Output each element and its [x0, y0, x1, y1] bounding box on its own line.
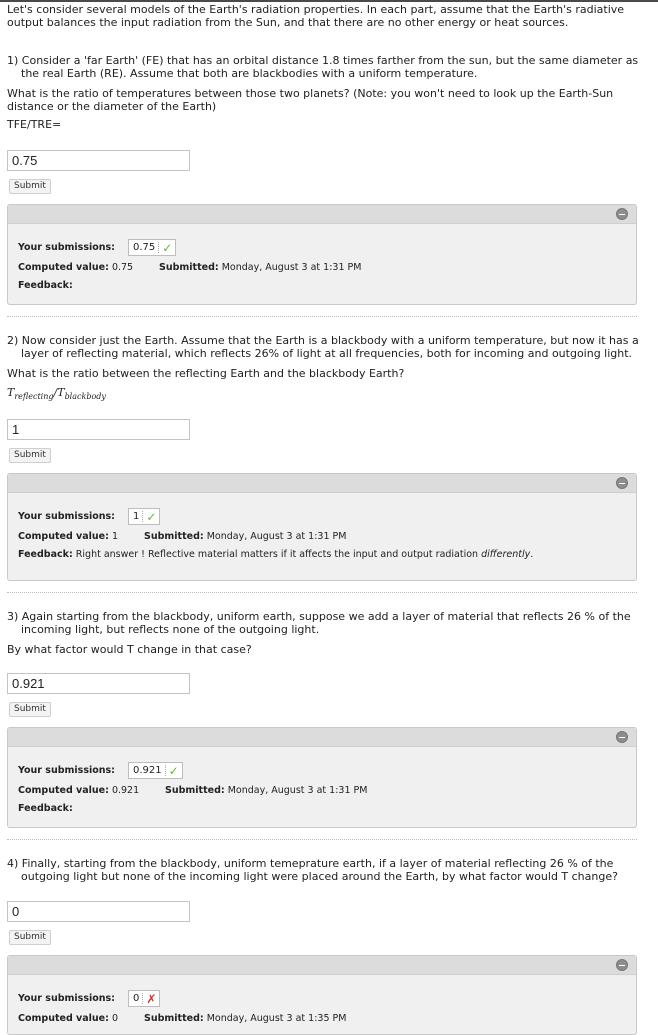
your-submissions-label: Your submissions: [18, 993, 115, 1004]
divider [7, 839, 637, 840]
submission-value: 0 [133, 993, 140, 1004]
your-submissions-row-4 [18, 990, 160, 1007]
your-submissions-row-3 [18, 762, 183, 779]
panel-header-2 [8, 474, 636, 493]
submit-button-1[interactable]: Submit [9, 179, 51, 194]
divider [7, 316, 637, 317]
feedback-label: Feedback: [18, 549, 73, 560]
question-3-ask: By what factor would T change in that case? [7, 643, 252, 656]
submission-panel-4 [7, 955, 637, 1035]
computed-row-1 [18, 262, 133, 273]
submitted-label: Submitted: [165, 785, 225, 796]
question-1-ask: What is the ratio of temperatures between those two planets? (Note: you won't need to look up the Earth-Sun distance or the diameter of the Earth) [7, 87, 614, 113]
intro-text: Let's consider several models of the Earth's radiation properties. In each part, assume that the Earth's radiative output balances the input radiation from the Sun, and that there are no other energy or heat sources. [7, 3, 625, 29]
answer-input-2[interactable]: 1 [7, 419, 190, 440]
question-3 [7, 610, 647, 656]
collapse-icon[interactable] [616, 208, 628, 220]
collapse-icon[interactable] [616, 959, 628, 971]
submitted-time: Monday, August 3 at 1:31 PM [227, 785, 368, 796]
submission-panel-2 [7, 473, 637, 581]
submission-badge-4[interactable] [128, 990, 160, 1007]
submission-value: 1 [133, 511, 140, 522]
question-4 [7, 857, 647, 883]
panel-header-4 [8, 956, 636, 975]
your-submissions-row-1 [18, 239, 176, 256]
submitted-row-2 [144, 531, 346, 542]
question-1-lead: 1) Consider a 'far Earth' (FE) that has an orbital distance 1.8 times farther from the sun, but the same diameter as the real Earth (RE). Assume that both are blackbodies with a uniform temperature. [7, 54, 639, 80]
feedback-row-1 [18, 280, 73, 291]
formula-subscript: reflecting [14, 392, 54, 402]
check-icon: ✓ [162, 240, 173, 255]
submission-badge-1[interactable] [128, 239, 176, 256]
answer-input-4[interactable]: 0 [7, 901, 190, 922]
submitted-time: Monday, August 3 at 1:35 PM [206, 1013, 347, 1024]
feedback-label: Feedback: [18, 803, 73, 814]
collapse-icon[interactable] [616, 477, 628, 489]
submission-badge-2[interactable] [128, 508, 160, 525]
submit-button-4[interactable]: Submit [9, 930, 51, 945]
formula-slash: / [53, 386, 58, 399]
question-2-formula [7, 386, 647, 403]
question-3-lead: 3) Again starting from the blackbody, uniform earth, suppose we add a layer of material that reflects 26 % of the incoming light, but reflects none of the outgoing light. [7, 610, 631, 636]
feedback-row-3 [18, 803, 73, 814]
submitted-row-1 [159, 262, 361, 273]
submission-value: 0.921 [133, 765, 162, 776]
computed-value: 1 [111, 531, 118, 542]
computed-row-4 [18, 1013, 118, 1024]
check-icon: ✓ [168, 763, 179, 778]
submitted-time: Monday, August 3 at 1:31 PM [206, 531, 347, 542]
computed-row-2 [18, 531, 118, 542]
collapse-icon[interactable] [616, 731, 628, 743]
submitted-time: Monday, August 3 at 1:31 PM [221, 262, 362, 273]
formula-subscript: blackbody [64, 392, 106, 402]
feedback-emphasis: differently [481, 549, 531, 560]
submission-badge-3[interactable] [128, 762, 183, 779]
computed-label: Computed value: [18, 531, 109, 542]
submitted-row-4 [144, 1013, 346, 1024]
top-rule [0, 0, 658, 2]
answer-input-3[interactable]: 0.921 [7, 673, 190, 694]
divider [7, 592, 637, 593]
formula-t: T [7, 386, 15, 399]
question-4-lead: 4) Finally, starting from the blackbody, uniform temeprature earth, if a layer of material reflecting 26 % of the outgoing light but none of the incoming light were placed around the Earth, by what factor would T change? [7, 857, 618, 883]
question-2 [7, 334, 647, 403]
your-submissions-label: Your submissions: [18, 765, 115, 776]
question-1 [7, 54, 647, 131]
question-2-lead: 2) Now consider just the Earth. Assume that the Earth is a blackbody with a uniform temperature, but now it has a layer of reflecting material, which reflects 26% of light at all frequencies, both for incoming and outgoing light. [7, 334, 639, 360]
feedback-row-2: Feedback: Right answer ! Reflective material matters if it affects the input and output radiation differently. [18, 549, 534, 560]
check-icon: ✓ [146, 509, 157, 524]
panel-header-3 [8, 728, 636, 747]
submission-value: 0.75 [133, 242, 156, 253]
your-submissions-label: Your submissions: [18, 242, 115, 253]
submitted-label: Submitted: [144, 1013, 204, 1024]
feedback-text: Right answer ! Reflective material matters if it affects the input and output radiation [75, 549, 479, 560]
computed-row-3 [18, 785, 139, 796]
computed-value: 0.921 [111, 785, 140, 796]
computed-label: Computed value: [18, 1013, 109, 1024]
answer-input-1[interactable]: 0.75 [7, 150, 190, 171]
submitted-label: Submitted: [159, 262, 219, 273]
submission-panel-3 [7, 727, 637, 828]
submit-button-2[interactable]: Submit [9, 448, 51, 463]
cross-icon: ✗ [146, 991, 157, 1006]
computed-value: 0 [111, 1013, 118, 1024]
submit-button-3[interactable]: Submit [9, 702, 51, 717]
submission-panel-1 [7, 204, 637, 305]
feedback-label: Feedback: [18, 280, 73, 291]
panel-header-1 [8, 205, 636, 224]
your-submissions-row-2 [18, 508, 160, 525]
your-submissions-label: Your submissions: [18, 511, 115, 522]
formula-t: T [57, 386, 65, 399]
question-2-ask: What is the ratio between the reflecting Earth and the blackbody Earth? [7, 367, 405, 380]
question-1-formula: TFE/TRE= [7, 118, 62, 131]
computed-label: Computed value: [18, 262, 109, 273]
submitted-row-3 [165, 785, 367, 796]
computed-label: Computed value: [18, 785, 109, 796]
computed-value: 0.75 [111, 262, 134, 273]
submitted-label: Submitted: [144, 531, 204, 542]
